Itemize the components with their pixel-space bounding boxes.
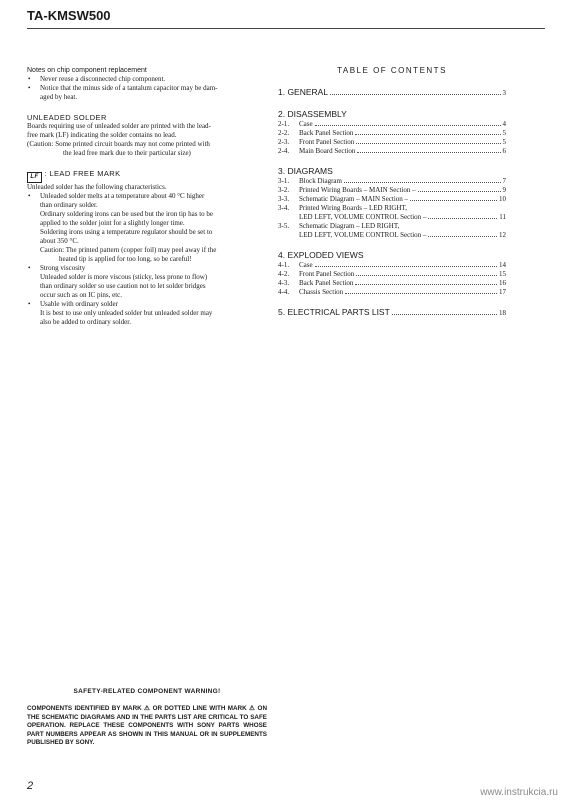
toc-entry[interactable]: 2-4. Main Board Section 6	[278, 147, 506, 155]
watermark: www.instrukcia.ru	[480, 787, 558, 798]
notes-item-cont: aged by heat.	[40, 93, 78, 101]
lead-free-line: also be added to ordinary solder.	[40, 318, 131, 326]
unleaded-line: free mark (LF) indicating the solder contains no lead.	[27, 131, 177, 139]
toc-entry[interactable]: 2-2. Back Panel Section 5	[278, 129, 506, 137]
lead-free-intro: Unleaded solder has the following characteristics.	[27, 183, 167, 191]
toc-entry[interactable]: 2-1. Case 4	[278, 120, 506, 128]
lead-free-line: occur such as on IC pins, etc.	[40, 291, 123, 299]
toc-title: TABLE OF CONTENTS	[337, 66, 447, 75]
unleaded-line: (Caution: Some printed circuit boards may not come printed with	[27, 140, 210, 148]
lead-free-bullet: • Unleaded solder melts at a temperature about 40 °C higher	[28, 192, 205, 200]
model-name: TA-KMSW500	[27, 8, 111, 23]
lead-free-bullet: • Strong viscosity	[28, 264, 86, 272]
lead-free-line: than ordinary solder.	[40, 201, 98, 209]
toc-entry[interactable]: 4-2. Front Panel Section 15	[278, 270, 506, 278]
notes-title: Notes on chip component replacement	[27, 67, 147, 74]
lead-free-mark-icon: LF	[27, 172, 42, 183]
toc-entry[interactable]: 3-4. Printed Wiring Boards – LED RIGHT,	[278, 204, 407, 212]
toc-section-disassembly: 2. DISASSEMBLY	[278, 109, 347, 119]
header-rule	[27, 28, 545, 29]
toc-entry[interactable]: 3-5. Schematic Diagram – LED RIGHT,	[278, 222, 400, 230]
toc-entry[interactable]: 3-3. Schematic Diagram – MAIN Section – 10	[278, 195, 506, 203]
lead-free-line: heated tip is applied for too long, so be careful!	[59, 255, 192, 263]
toc-entry[interactable]: 3-2. Printed Wiring Boards – MAIN Section – 9	[278, 186, 506, 194]
lead-free-line: It is best to use only unleaded solder but unleaded solder may	[40, 309, 213, 317]
safety-warning	[27, 688, 267, 748]
toc-entry[interactable]: 4-1. Case 14	[278, 261, 506, 269]
toc-entry[interactable]: 2-3. Front Panel Section 5	[278, 138, 506, 146]
lead-free-heading: LF : LEAD FREE MARK	[27, 169, 285, 183]
unleaded-line: the lead free mark due to their particular size)	[63, 149, 191, 157]
toc-entry[interactable]: 4-4. Chassis Section 17	[278, 288, 506, 296]
lead-free-line: about 350 °C.	[40, 237, 79, 245]
toc-section-diagrams: 3. DIAGRAMS	[278, 166, 333, 176]
lead-free-bullet: • Usable with ordinary solder	[28, 300, 118, 308]
toc-entry-cont[interactable]: LED LEFT, VOLUME CONTROL Section – 11	[299, 213, 506, 221]
lead-free-line: Caution: The printed pattern (copper foil) may peel away if the	[40, 246, 217, 254]
notes-item: • Notice that the minus side of a tantalum capacitor may be dam-	[28, 84, 218, 92]
safety-title: SAFETY-RELATED COMPONENT WARNING!	[73, 688, 221, 695]
lead-free-line: applied to the solder joint for a slightly longer time.	[40, 219, 185, 227]
safety-body: COMPONENTS IDENTIFIED BY MARK ⚠ OR DOTTED LINE WITH MARK ⚠ ON THE SCHEMATIC DIAGRAMS AND IN THE PARTS LIST ARE CRITICAL TO SAFE OPERATION. REPLACE THESE COMPONENTS WITH SONY PARTS WHOSE PART NUMBERS APPEAR AS SHOWN IN THIS MANUAL OR IN SUPPLEMENTS PUBLISHED BY SONY.	[27, 705, 267, 746]
unleaded-line: Boards requiring use of unleaded solder are printed with the lead-	[27, 122, 211, 130]
page-number: 2	[27, 780, 34, 792]
table-of-contents	[278, 66, 506, 319]
toc-entry[interactable]: 4-3. Back Panel Section 16	[278, 279, 506, 287]
toc-section-general[interactable]: 1. GENERAL 3	[278, 87, 506, 97]
lead-free-line: Soldering irons using a temperature regulator should be set to	[40, 228, 213, 236]
lead-free-line: Ordinary soldering irons can be used but the iron tip has to be	[40, 210, 214, 218]
unleaded-heading: UNLEADED SOLDER	[27, 113, 107, 122]
lead-free-line: than ordinary solder so use caution not to let solder bridges	[40, 282, 206, 290]
toc-entry-cont[interactable]: LED LEFT, VOLUME CONTROL Section – 12	[299, 231, 506, 239]
toc-entry[interactable]: 3-1. Block Diagram 7	[278, 177, 506, 185]
toc-section-parts-list[interactable]: 5. ELECTRICAL PARTS LIST 18	[278, 307, 506, 317]
toc-section-exploded: 4. EXPLODED VIEWS	[278, 250, 364, 260]
lead-free-line: Unleaded solder is more viscous (sticky, less prone to flow)	[40, 273, 208, 281]
left-column	[27, 66, 285, 327]
notes-item: • Never reuse a disconnected chip component.	[28, 75, 166, 83]
